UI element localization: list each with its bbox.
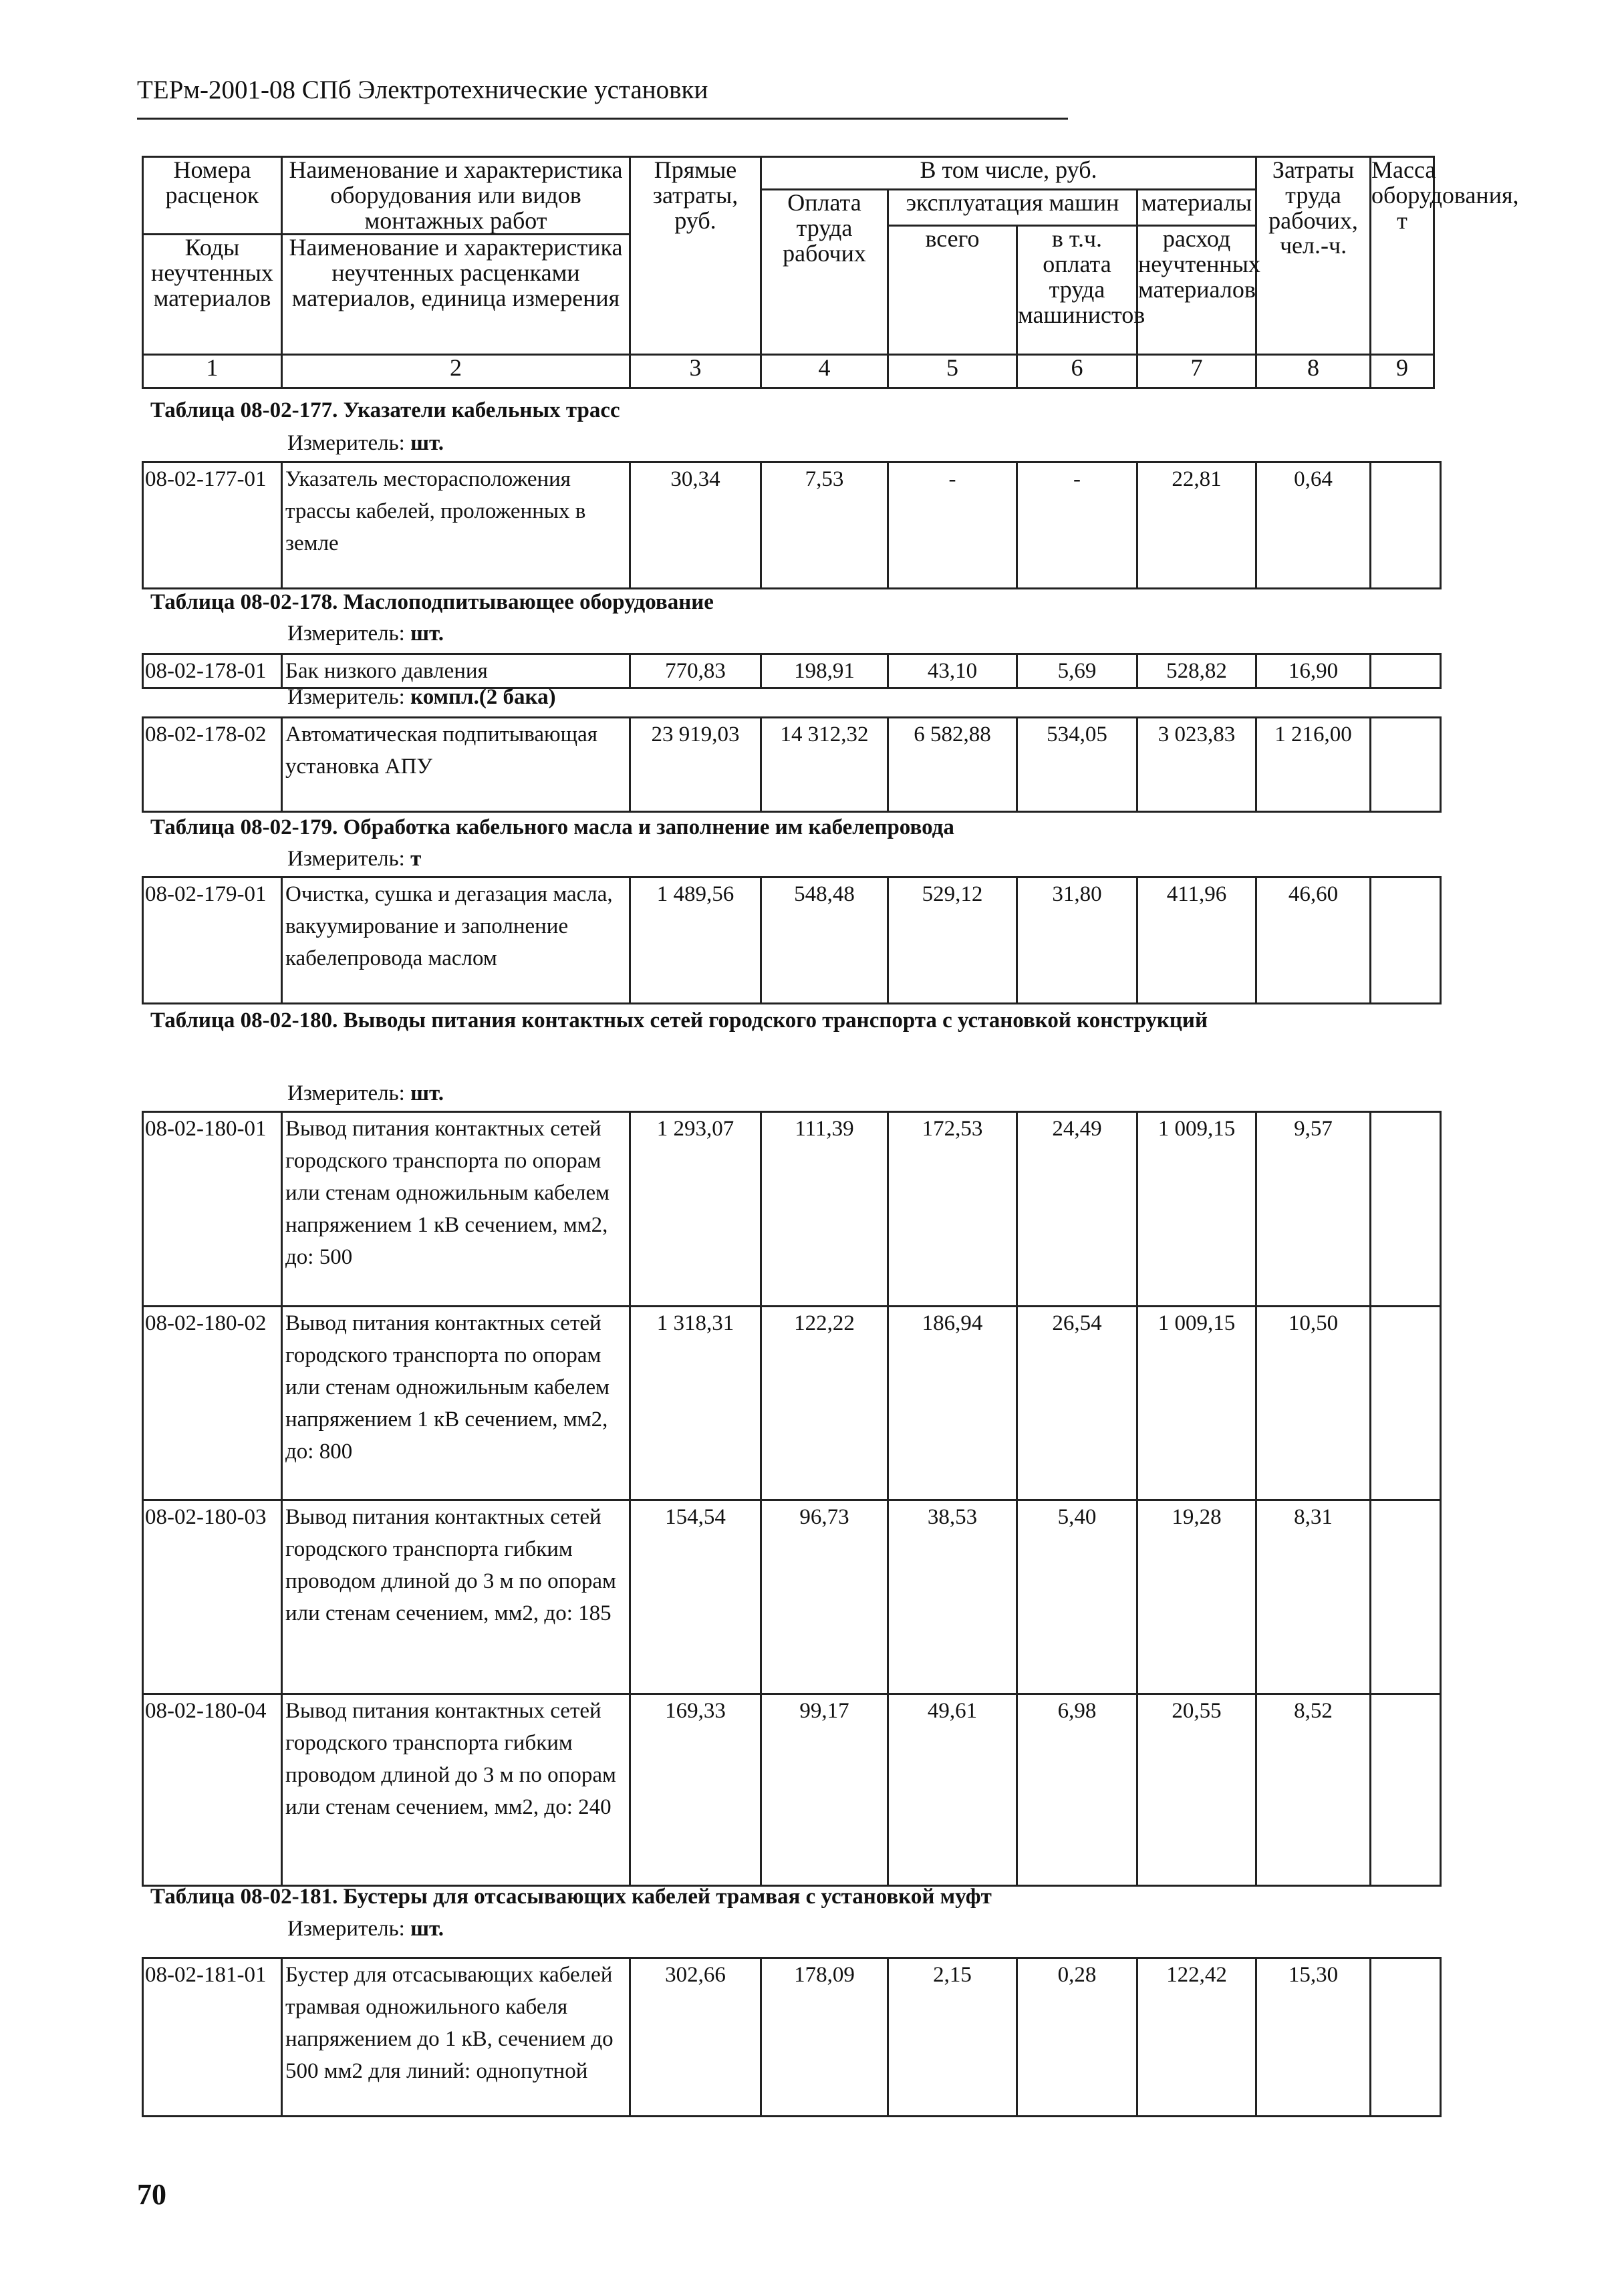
rate-code: 08-02-179-01 bbox=[143, 878, 282, 1004]
rate-name: Вывод питания контактных сетей городского транспорта гибким проводом длиной до 3 м по опорам или стенам сечением, мм2, до: 240 bbox=[282, 1694, 630, 1886]
direct-cost: 154,54 bbox=[630, 1500, 761, 1694]
materials-cost: 20,55 bbox=[1137, 1694, 1256, 1886]
labor-pay: 14 312,32 bbox=[761, 718, 888, 812]
page-header: ТЕРм-2001-08 СПб Электротехнические установки bbox=[137, 76, 708, 104]
materials-cost: 19,28 bbox=[1137, 1500, 1256, 1694]
labor-hours: 9,57 bbox=[1256, 1112, 1371, 1307]
table-row bbox=[143, 1694, 1441, 1886]
col-number: 6 bbox=[1017, 355, 1137, 388]
table-row bbox=[143, 1307, 1441, 1500]
labor-hours: 1 216,00 bbox=[1256, 718, 1371, 812]
rate-name: Вывод питания контактных сетей городского транспорта по опорам или стенам одножильным кабелем напряжением 1 кВ сечением, мм2, до: 500 bbox=[282, 1112, 630, 1307]
equipment-mass bbox=[1371, 878, 1441, 1004]
labor-hours: 8,52 bbox=[1256, 1694, 1371, 1886]
col1-top-header: Номера расценок bbox=[143, 157, 282, 235]
machinist-pay: 534,05 bbox=[1017, 718, 1137, 812]
equipment-mass bbox=[1371, 1958, 1441, 2117]
machines-total: - bbox=[888, 462, 1017, 589]
section-title: Таблица 08-02-178. Маслоподпитывающее оборудование bbox=[150, 590, 714, 614]
rate-code: 08-02-180-04 bbox=[143, 1694, 282, 1886]
col8-header: Затраты труда рабочих, чел.-ч. bbox=[1256, 157, 1371, 355]
machinist-pay: 26,54 bbox=[1017, 1307, 1137, 1500]
equipment-mass bbox=[1371, 1500, 1441, 1694]
machines-group-header: эксплуатация машин bbox=[888, 190, 1137, 226]
table-row bbox=[143, 462, 1441, 589]
rate-code: 08-02-180-03 bbox=[143, 1500, 282, 1694]
rate-code: 08-02-178-01 bbox=[143, 654, 282, 688]
machines-total: 38,53 bbox=[888, 1500, 1017, 1694]
section-title: Таблица 08-02-179. Обработка кабельного масла и заполнение им кабелепровода bbox=[150, 815, 954, 839]
materials-cost: 1 009,15 bbox=[1137, 1307, 1256, 1500]
machines-total: 49,61 bbox=[888, 1694, 1017, 1886]
direct-cost: 1 293,07 bbox=[630, 1112, 761, 1307]
section-title: Таблица 08-02-180. Выводы питания контактных сетей городского транспорта с установкой конструкций bbox=[150, 1008, 1208, 1033]
equipment-mass bbox=[1371, 1112, 1441, 1307]
page-number: 70 bbox=[137, 2178, 166, 2211]
measure-unit: Измеритель: шт. bbox=[287, 431, 444, 455]
included-group-header: В том числе, руб. bbox=[761, 157, 1256, 190]
labor-pay: 96,73 bbox=[761, 1500, 888, 1694]
measure-unit: Измеритель: шт. bbox=[287, 1917, 444, 1941]
direct-cost: 302,66 bbox=[630, 1958, 761, 2117]
machines-total: 186,94 bbox=[888, 1307, 1017, 1500]
rate-code: 08-02-181-01 bbox=[143, 1958, 282, 2117]
col6-header: в т.ч. оплата труда машинистов bbox=[1017, 226, 1137, 355]
equipment-mass bbox=[1371, 718, 1441, 812]
direct-cost: 770,83 bbox=[630, 654, 761, 688]
rate-name: Очистка, сушка и дегазация масла, вакуумирование и заполнение кабелепровода маслом bbox=[282, 878, 630, 1004]
col9-header: Масса оборудования, т bbox=[1371, 157, 1434, 355]
materials-cost: 122,42 bbox=[1137, 1958, 1256, 2117]
machinist-pay: 5,40 bbox=[1017, 1500, 1137, 1694]
machinist-pay: 6,98 bbox=[1017, 1694, 1137, 1886]
measure-unit: Измеритель: компл.(2 бака) bbox=[287, 685, 556, 709]
direct-cost: 30,34 bbox=[630, 462, 761, 589]
machinist-pay: 5,69 bbox=[1017, 654, 1137, 688]
table-row bbox=[143, 1958, 1441, 2117]
col3-header: Прямые затраты, руб. bbox=[630, 157, 761, 355]
labor-hours: 46,60 bbox=[1256, 878, 1371, 1004]
section-title: Таблица 08-02-177. Указатели кабельных трасс bbox=[150, 398, 620, 422]
col2-bottom-header: Наименование и характеристика неучтенных расценками материалов, единица измерения bbox=[282, 235, 630, 355]
col4-header: Оплата труда рабочих bbox=[761, 190, 888, 355]
equipment-mass bbox=[1371, 654, 1441, 688]
col5-header: всего bbox=[888, 226, 1017, 355]
col-number: 7 bbox=[1137, 355, 1256, 388]
rate-name: Бак низкого давления bbox=[282, 654, 630, 688]
measure-unit: Измеритель: шт. bbox=[287, 1081, 444, 1105]
direct-cost: 23 919,03 bbox=[630, 718, 761, 812]
machinist-pay: 24,49 bbox=[1017, 1112, 1137, 1307]
machinist-pay: - bbox=[1017, 462, 1137, 589]
machines-total: 529,12 bbox=[888, 878, 1017, 1004]
rate-name: Вывод питания контактных сетей городского транспорта гибким проводом длиной до 3 м по опорам или стенам сечением, мм2, до: 185 bbox=[282, 1500, 630, 1694]
table-row bbox=[143, 654, 1441, 688]
machinist-pay: 31,80 bbox=[1017, 878, 1137, 1004]
machines-total: 2,15 bbox=[888, 1958, 1017, 2117]
col2-top-header: Наименование и характеристика оборудования или видов монтажных работ bbox=[282, 157, 630, 235]
rate-name: Указатель месторасположения трассы кабелей, проложенных в земле bbox=[282, 462, 630, 589]
labor-pay: 548,48 bbox=[761, 878, 888, 1004]
col-number: 3 bbox=[630, 355, 761, 388]
section-title: Таблица 08-02-181. Бустеры для отсасывающих кабелей трамвая с установкой муфт bbox=[150, 1885, 992, 1909]
labor-pay: 178,09 bbox=[761, 1958, 888, 2117]
col-number: 1 bbox=[143, 355, 282, 388]
col1-bottom-header: Коды неучтенных материалов bbox=[143, 235, 282, 355]
rate-name: Автоматическая подпитывающая установка АПУ bbox=[282, 718, 630, 812]
labor-hours: 10,50 bbox=[1256, 1307, 1371, 1500]
machines-total: 172,53 bbox=[888, 1112, 1017, 1307]
col7-header: расход неучтенных материалов bbox=[1137, 226, 1256, 355]
data-table bbox=[142, 1111, 1442, 1887]
machinist-pay: 0,28 bbox=[1017, 1958, 1137, 2117]
rate-code: 08-02-180-01 bbox=[143, 1112, 282, 1307]
rate-code: 08-02-178-02 bbox=[143, 718, 282, 812]
direct-cost: 169,33 bbox=[630, 1694, 761, 1886]
measure-unit: Измеритель: шт. bbox=[287, 622, 444, 646]
direct-cost: 1 318,31 bbox=[630, 1307, 761, 1500]
materials-cost: 1 009,15 bbox=[1137, 1112, 1256, 1307]
table-row bbox=[143, 1500, 1441, 1694]
data-table bbox=[142, 461, 1442, 589]
col-number: 5 bbox=[888, 355, 1017, 388]
materials-cost: 3 023,83 bbox=[1137, 718, 1256, 812]
labor-pay: 198,91 bbox=[761, 654, 888, 688]
col-number: 2 bbox=[282, 355, 630, 388]
col-number: 8 bbox=[1256, 355, 1371, 388]
rate-name: Бустер для отсасывающих кабелей трамвая одножильного кабеля напряжением до 1 кВ, сечением до 500 мм2 для линий: однопутной bbox=[282, 1958, 630, 2117]
table-row bbox=[143, 718, 1441, 812]
data-table bbox=[142, 1957, 1442, 2117]
materials-cost: 22,81 bbox=[1137, 462, 1256, 589]
data-table bbox=[142, 653, 1442, 689]
materials-group-header: материалы bbox=[1137, 190, 1256, 226]
machines-total: 43,10 bbox=[888, 654, 1017, 688]
data-table bbox=[142, 716, 1442, 813]
labor-pay: 122,22 bbox=[761, 1307, 888, 1500]
rate-code: 08-02-180-02 bbox=[143, 1307, 282, 1500]
measure-unit: Измеритель: т bbox=[287, 847, 422, 871]
data-table bbox=[142, 876, 1442, 1004]
rate-name: Вывод питания контактных сетей городского транспорта по опорам или стенам одножильным кабелем напряжением 1 кВ сечением, мм2, до: 800 bbox=[282, 1307, 630, 1500]
col-number: 9 bbox=[1371, 355, 1434, 388]
col-number: 4 bbox=[761, 355, 888, 388]
labor-pay: 7,53 bbox=[761, 462, 888, 589]
column-header-table bbox=[142, 156, 1519, 389]
header-rule bbox=[137, 118, 1068, 120]
machines-total: 6 582,88 bbox=[888, 718, 1017, 812]
rate-code: 08-02-177-01 bbox=[143, 462, 282, 589]
equipment-mass bbox=[1371, 1307, 1441, 1500]
labor-hours: 8,31 bbox=[1256, 1500, 1371, 1694]
labor-hours: 15,30 bbox=[1256, 1958, 1371, 2117]
direct-cost: 1 489,56 bbox=[630, 878, 761, 1004]
table-row bbox=[143, 878, 1441, 1004]
equipment-mass bbox=[1371, 1694, 1441, 1886]
table-row bbox=[143, 1112, 1441, 1307]
labor-pay: 99,17 bbox=[761, 1694, 888, 1886]
labor-pay: 111,39 bbox=[761, 1112, 888, 1307]
labor-hours: 16,90 bbox=[1256, 654, 1371, 688]
materials-cost: 528,82 bbox=[1137, 654, 1256, 688]
equipment-mass bbox=[1371, 462, 1441, 589]
labor-hours: 0,64 bbox=[1256, 462, 1371, 589]
materials-cost: 411,96 bbox=[1137, 878, 1256, 1004]
